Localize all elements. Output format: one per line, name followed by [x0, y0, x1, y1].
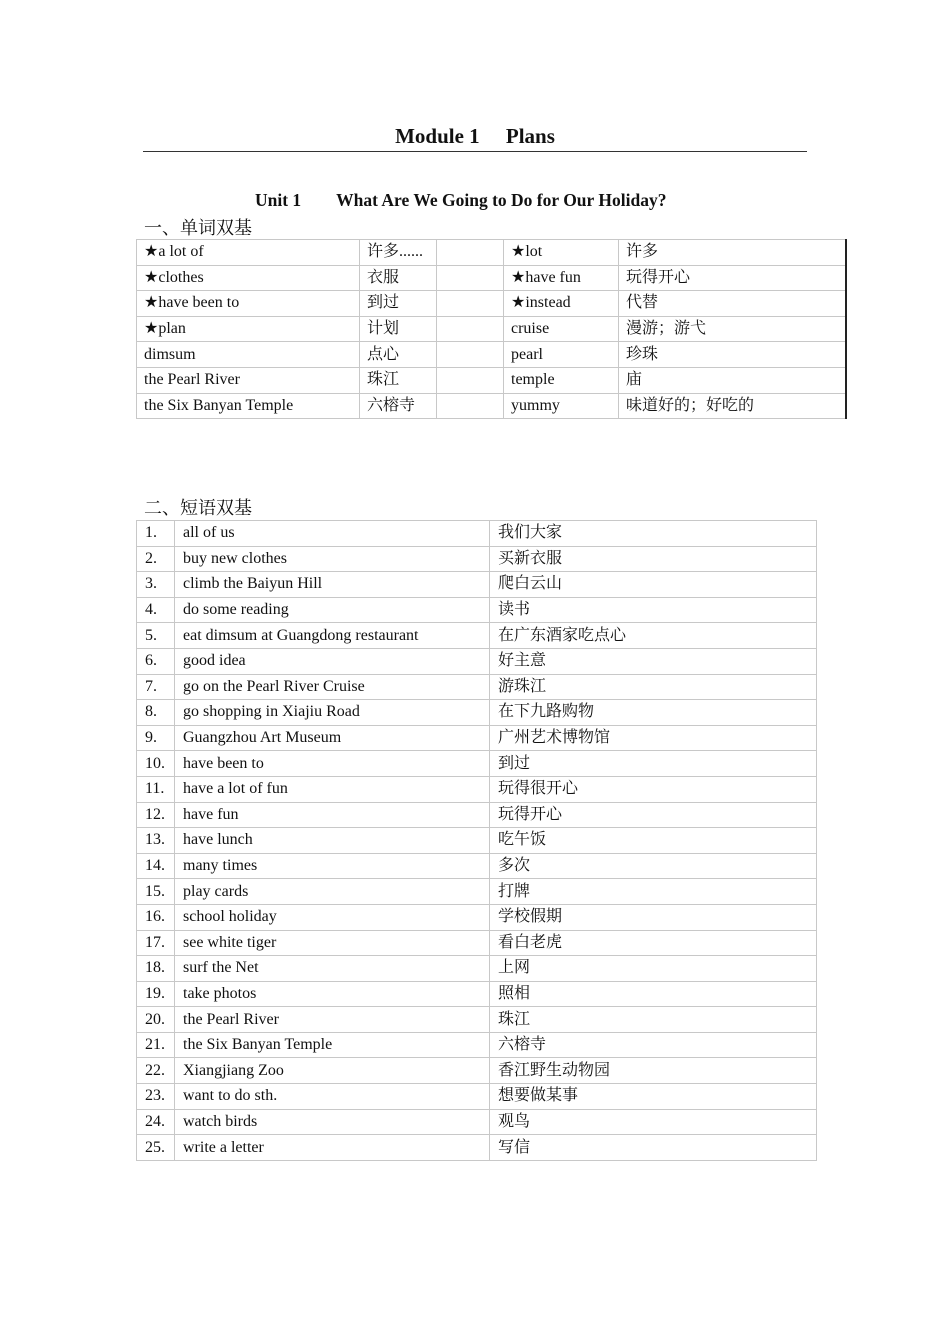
vocab-word: ★instead: [504, 291, 619, 317]
phrase-number: 23.: [137, 1084, 175, 1110]
vocab-section-heading: 一、单词双基: [144, 218, 252, 238]
phrase-chinese: 好主意: [490, 648, 817, 674]
vocab-meaning: 代替: [619, 291, 846, 317]
phrase-english: school holiday: [175, 904, 490, 930]
phrase-row: [137, 1032, 817, 1058]
phrase-number: 3.: [137, 572, 175, 598]
phrase-english: all of us: [175, 521, 490, 547]
phrases-section-heading: 二、短语双基: [144, 498, 252, 518]
vocab-meaning: 味道好的；好吃的: [619, 393, 846, 419]
vocab-spacer: [437, 367, 504, 393]
phrase-number: 11.: [137, 776, 175, 802]
phrase-chinese: 玩得开心: [490, 802, 817, 828]
phrase-english: want to do sth.: [175, 1084, 490, 1110]
phrase-chinese: 爬白云山: [490, 572, 817, 598]
phrase-chinese: 读书: [490, 597, 817, 623]
vocab-spacer: [437, 291, 504, 317]
phrase-chinese: 上网: [490, 956, 817, 982]
phrase-number: 12.: [137, 802, 175, 828]
vocab-word: dimsum: [137, 342, 360, 368]
phrase-row: [137, 725, 817, 751]
vocab-row: [137, 240, 846, 266]
vocab-meaning: 衣服: [360, 265, 437, 291]
phrase-chinese: 珠江: [490, 1007, 817, 1033]
phrase-english: have been to: [175, 751, 490, 777]
phrase-row: [137, 776, 817, 802]
phrase-chinese: 我们大家: [490, 521, 817, 547]
phrase-chinese: 在广东酒家吃点心: [490, 623, 817, 649]
phrase-number: 4.: [137, 597, 175, 623]
phrase-english: watch birds: [175, 1109, 490, 1135]
vocab-meaning: 许多......: [360, 240, 437, 266]
vocab-word: temple: [504, 367, 619, 393]
phrase-row: [137, 956, 817, 982]
phrase-row: [137, 700, 817, 726]
vocab-word: pearl: [504, 342, 619, 368]
vocab-row: [137, 367, 846, 393]
phrase-number: 20.: [137, 1007, 175, 1033]
phrase-chinese: 玩得很开心: [490, 776, 817, 802]
phrase-chinese: 买新衣服: [490, 546, 817, 572]
phrase-english: Xiangjiang Zoo: [175, 1058, 490, 1084]
phrase-number: 19.: [137, 981, 175, 1007]
phrase-english: many times: [175, 853, 490, 879]
phrase-english: the Pearl River: [175, 1007, 490, 1033]
vocab-row: [137, 316, 846, 342]
vocab-spacer: [437, 316, 504, 342]
vocab-word: ★have been to: [137, 291, 360, 317]
phrase-english: play cards: [175, 879, 490, 905]
phrase-chinese: 游珠江: [490, 674, 817, 700]
phrase-english: Guangzhou Art Museum: [175, 725, 490, 751]
vocab-word: the Six Banyan Temple: [137, 393, 360, 419]
vocab-meaning: 漫游；游弋: [619, 316, 846, 342]
phrase-english: surf the Net: [175, 956, 490, 982]
phrase-row: [137, 853, 817, 879]
phrase-chinese: 到过: [490, 751, 817, 777]
phrase-row: [137, 930, 817, 956]
module-title: Module 1 Plans: [395, 124, 555, 148]
vocab-spacer: [437, 240, 504, 266]
phrase-row: [137, 1058, 817, 1084]
vocab-meaning: 庙: [619, 367, 846, 393]
vocab-meaning: 珠江: [360, 367, 437, 393]
phrase-number: 14.: [137, 853, 175, 879]
vocab-spacer: [437, 393, 504, 419]
vocab-word: yummy: [504, 393, 619, 419]
vocab-word: ★clothes: [137, 265, 360, 291]
phrase-chinese: 香江野生动物园: [490, 1058, 817, 1084]
phrase-english: go shopping in Xiajiu Road: [175, 700, 490, 726]
phrase-english: write a letter: [175, 1135, 490, 1161]
phrase-number: 16.: [137, 904, 175, 930]
phrase-number: 7.: [137, 674, 175, 700]
phrase-chinese: 照相: [490, 981, 817, 1007]
phrase-english: have a lot of fun: [175, 776, 490, 802]
phrase-chinese: 写信: [490, 1135, 817, 1161]
phrase-row: [137, 623, 817, 649]
vocab-word: the Pearl River: [137, 367, 360, 393]
phrase-english: the Six Banyan Temple: [175, 1032, 490, 1058]
phrase-row: [137, 572, 817, 598]
vocab-row: [137, 265, 846, 291]
vocab-word: ★a lot of: [137, 240, 360, 266]
vocab-table: [136, 239, 847, 419]
phrase-number: 5.: [137, 623, 175, 649]
phrase-english: have lunch: [175, 828, 490, 854]
vocab-row: [137, 393, 846, 419]
phrase-row: [137, 521, 817, 547]
title-divider: [143, 151, 807, 152]
phrase-english: see white tiger: [175, 930, 490, 956]
vocab-spacer: [437, 265, 504, 291]
phrase-row: [137, 981, 817, 1007]
vocab-meaning: 点心: [360, 342, 437, 368]
phrase-number: 6.: [137, 648, 175, 674]
vocab-word: ★have fun: [504, 265, 619, 291]
phrase-number: 13.: [137, 828, 175, 854]
phrase-chinese: 学校假期: [490, 904, 817, 930]
phrase-chinese: 想要做某事: [490, 1084, 817, 1110]
vocab-meaning: 到过: [360, 291, 437, 317]
phrase-number: 17.: [137, 930, 175, 956]
phrase-chinese: 六榕寺: [490, 1032, 817, 1058]
phrase-english: do some reading: [175, 597, 490, 623]
phrase-chinese: 看白老虎: [490, 930, 817, 956]
vocab-meaning: 六榕寺: [360, 393, 437, 419]
phrase-row: [137, 751, 817, 777]
phrase-number: 15.: [137, 879, 175, 905]
phrase-row: [137, 828, 817, 854]
vocab-meaning: 珍珠: [619, 342, 846, 368]
phrase-row: [137, 802, 817, 828]
vocab-meaning: 许多: [619, 240, 846, 266]
phrase-row: [137, 879, 817, 905]
phrase-number: 18.: [137, 956, 175, 982]
phrase-english: climb the Baiyun Hill: [175, 572, 490, 598]
phrase-number: 24.: [137, 1109, 175, 1135]
phrase-chinese: 在下九路购物: [490, 700, 817, 726]
phrase-number: 21.: [137, 1032, 175, 1058]
phrase-number: 22.: [137, 1058, 175, 1084]
vocab-meaning: 计划: [360, 316, 437, 342]
vocab-word: ★plan: [137, 316, 360, 342]
vocab-meaning: 玩得开心: [619, 265, 846, 291]
phrase-number: 8.: [137, 700, 175, 726]
phrases-table: [136, 520, 817, 1161]
phrase-english: go on the Pearl River Cruise: [175, 674, 490, 700]
vocab-spacer: [437, 342, 504, 368]
phrase-row: [137, 597, 817, 623]
phrase-row: [137, 1135, 817, 1161]
phrase-english: eat dimsum at Guangdong restaurant: [175, 623, 490, 649]
phrase-chinese: 广州艺术博物馆: [490, 725, 817, 751]
phrase-number: 10.: [137, 751, 175, 777]
phrase-number: 1.: [137, 521, 175, 547]
unit-title: Unit 1 What Are We Going to Do for Our Holiday?: [255, 190, 667, 210]
phrase-row: [137, 1007, 817, 1033]
vocab-word: cruise: [504, 316, 619, 342]
phrase-english: buy new clothes: [175, 546, 490, 572]
phrase-row: [137, 1084, 817, 1110]
phrase-number: 25.: [137, 1135, 175, 1161]
phrase-chinese: 多次: [490, 853, 817, 879]
vocab-word: ★lot: [504, 240, 619, 266]
phrase-number: 2.: [137, 546, 175, 572]
phrase-english: take photos: [175, 981, 490, 1007]
vocab-row: [137, 342, 846, 368]
phrase-row: [137, 648, 817, 674]
phrase-chinese: 打牌: [490, 879, 817, 905]
phrase-chinese: 观鸟: [490, 1109, 817, 1135]
phrase-row: [137, 904, 817, 930]
phrase-english: good idea: [175, 648, 490, 674]
vocab-row: [137, 291, 846, 317]
phrase-number: 9.: [137, 725, 175, 751]
phrase-english: have fun: [175, 802, 490, 828]
phrase-chinese: 吃午饭: [490, 828, 817, 854]
phrase-row: [137, 674, 817, 700]
phrase-row: [137, 1109, 817, 1135]
phrase-row: [137, 546, 817, 572]
